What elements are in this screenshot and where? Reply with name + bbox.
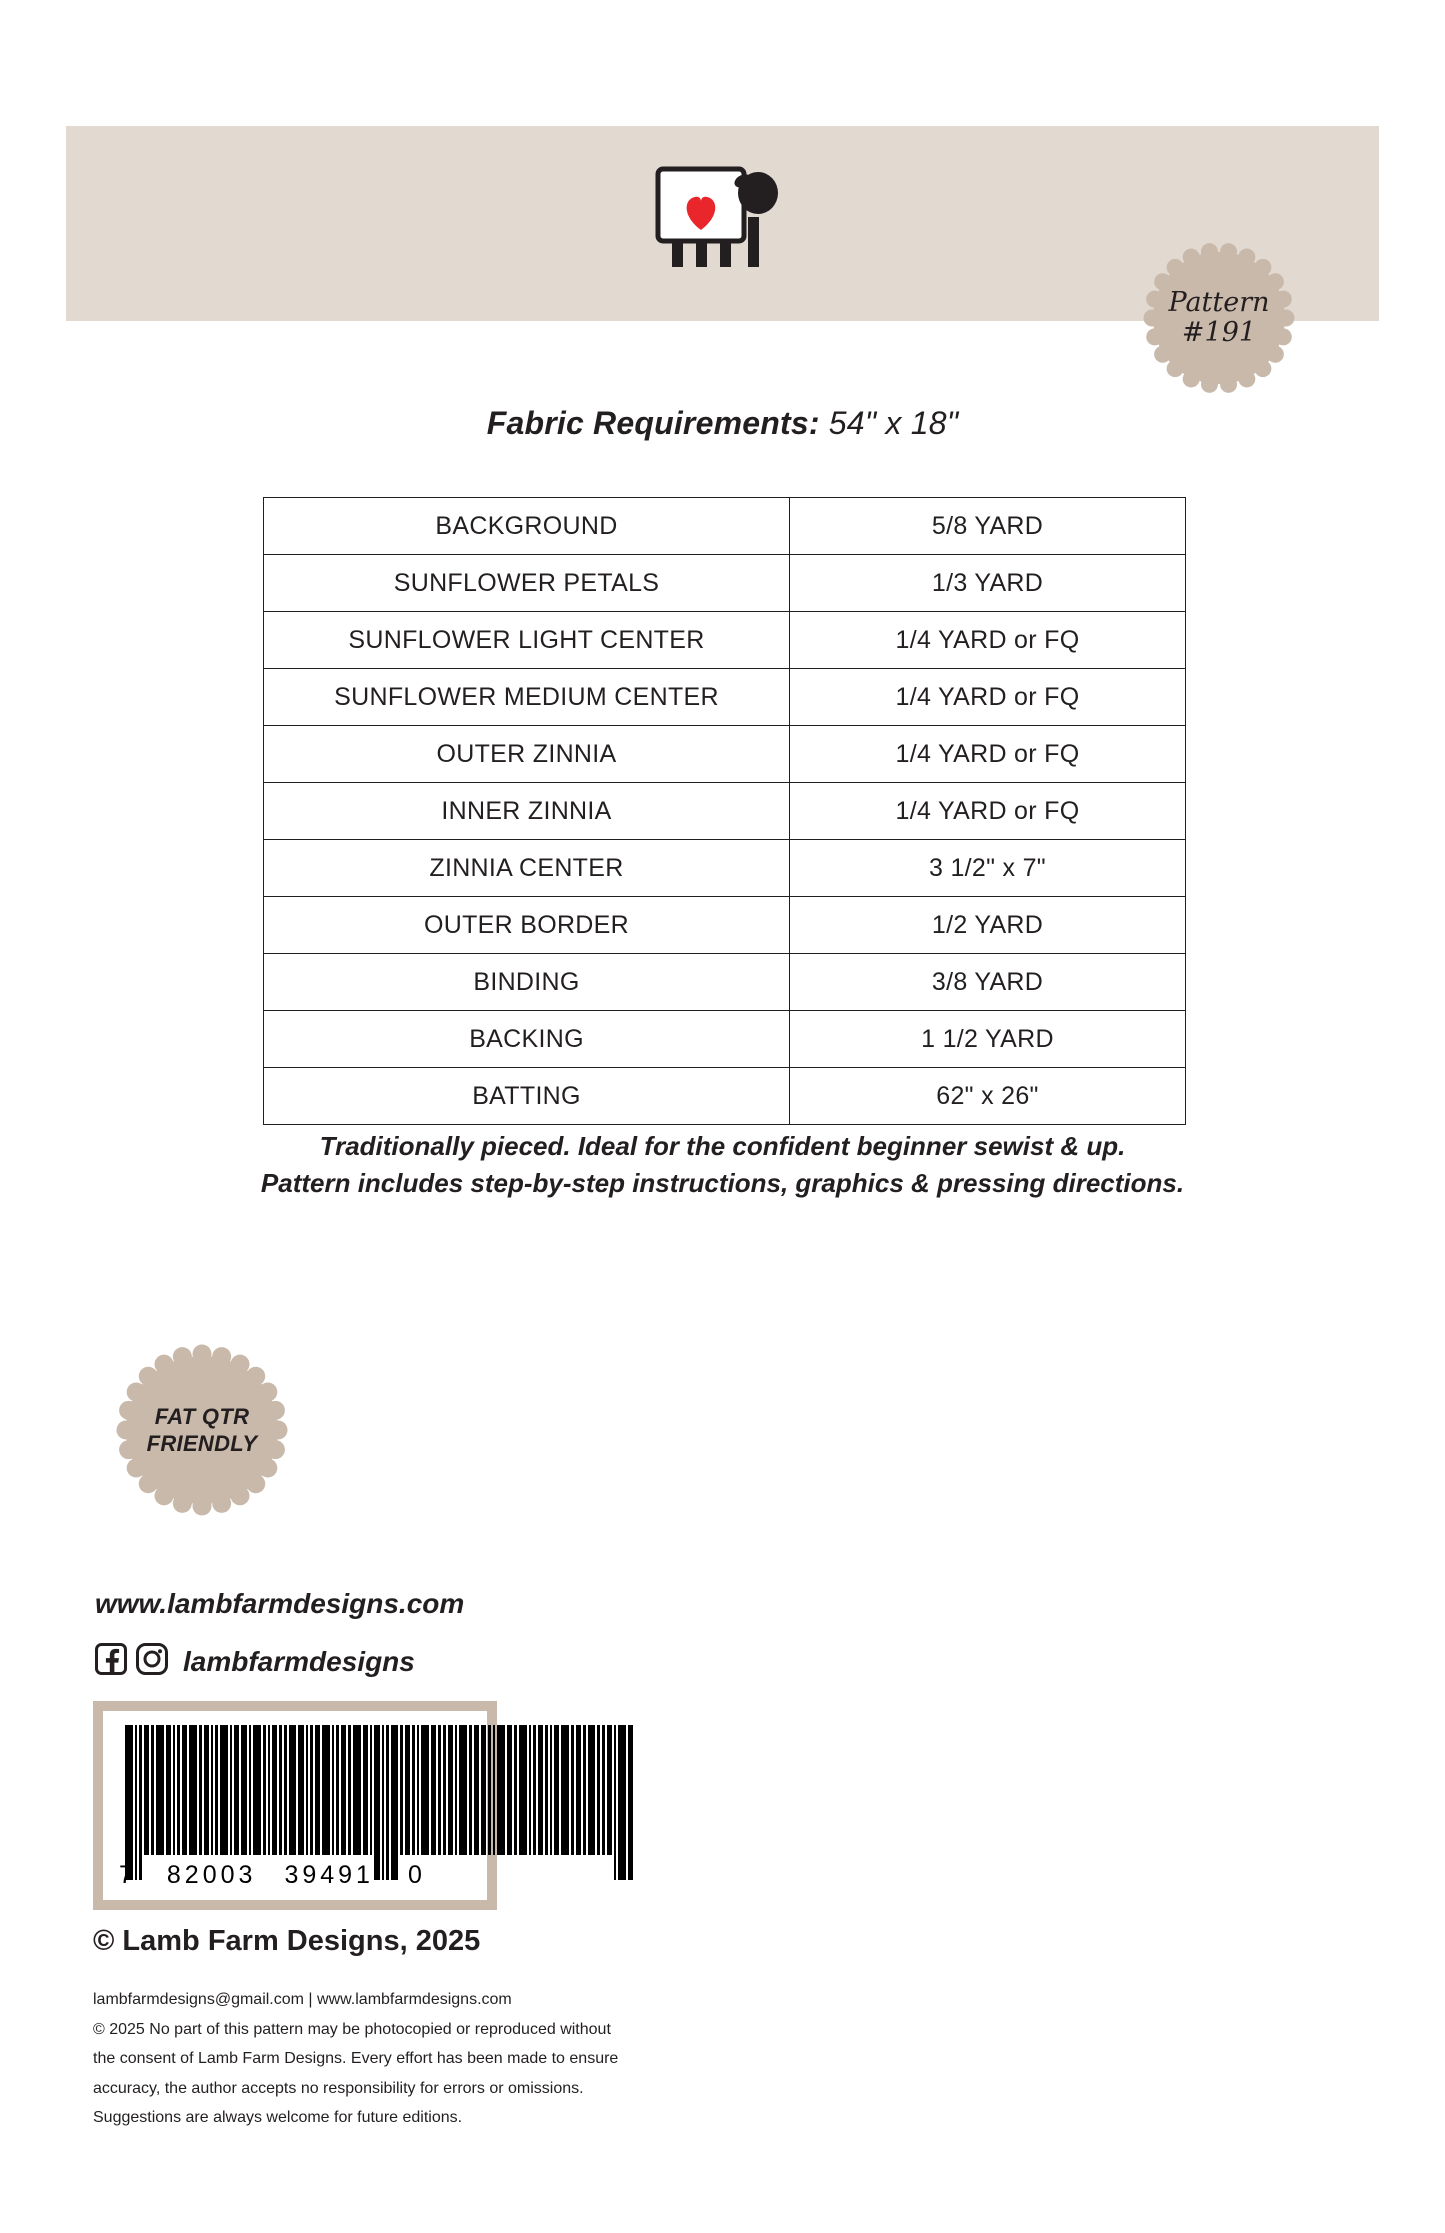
fabric-name-cell: INNER ZINNIA: [264, 783, 790, 840]
fabric-amount-cell: 3/8 YARD: [790, 954, 1186, 1011]
barcode-digits: [103, 1861, 487, 1890]
table-row: [264, 897, 1186, 954]
table-row: [264, 1068, 1186, 1125]
fabric-amount-cell: 1/4 YARD or FQ: [790, 726, 1186, 783]
fabric-requirements-table: [263, 497, 1186, 1125]
pattern-number-badge: [1139, 238, 1299, 398]
pattern-notes: [0, 1128, 1445, 1202]
fabric-amount-cell: 1/4 YARD or FQ: [790, 783, 1186, 840]
page-title: [0, 405, 1445, 442]
fabric-requirements-label: Fabric Requirements:: [486, 405, 820, 441]
fineprint-block: [93, 1985, 793, 2133]
fabric-amount-cell: 1/4 YARD or FQ: [790, 669, 1186, 726]
fabric-name-cell: BINDING: [264, 954, 790, 1011]
fabric-name-cell: BACKGROUND: [264, 498, 790, 555]
fabric-name-cell: BATTING: [264, 1068, 790, 1125]
table-row: [264, 726, 1186, 783]
table-row: [264, 555, 1186, 612]
fineprint-line: © 2025 No part of this pattern may be photocopied or reproduced without: [93, 2020, 611, 2038]
fabric-name-cell: SUNFLOWER PETALS: [264, 555, 790, 612]
pattern-badge-line1: Pattern: [1168, 287, 1270, 319]
fabric-name-cell: ZINNIA CENTER: [264, 840, 790, 897]
social-row: [95, 1643, 415, 1680]
fineprint-line: accuracy, the author accepts no responsibility for errors or omissions.: [93, 2079, 584, 2097]
barcode-digit-group-4: 0: [407, 1861, 422, 1889]
fabric-name-cell: SUNFLOWER LIGHT CENTER: [264, 612, 790, 669]
facebook-icon[interactable]: [95, 1643, 127, 1680]
table-row: [264, 840, 1186, 897]
website-link[interactable]: www.lambfarmdesigns.com: [95, 1588, 465, 1619]
fat-quarter-friendly-badge: [110, 1340, 294, 1520]
table-row: [264, 783, 1186, 840]
fabric-amount-cell: 5/8 YARD: [790, 498, 1186, 555]
fabric-amount-cell: 1 1/2 YARD: [790, 1011, 1186, 1068]
table-row: [264, 498, 1186, 555]
table-row: [264, 669, 1186, 726]
fabric-amount-cell: 1/2 YARD: [790, 897, 1186, 954]
pattern-badge-line2: #191: [1181, 317, 1257, 348]
fabric-amount-cell: 62" x 26": [790, 1068, 1186, 1125]
sheep-icon: [652, 163, 786, 273]
fq-badge-line2: FRIENDLY: [146, 1431, 258, 1456]
table-row: [264, 954, 1186, 1011]
notes-line-1: Traditionally pieced. Ideal for the confident beginner sewist & up.: [319, 1131, 1126, 1161]
barcode-bars: [125, 1725, 635, 1855]
fabric-name-cell: BACKING: [264, 1011, 790, 1068]
fabric-amount-cell: 1/4 YARD or FQ: [790, 612, 1186, 669]
barcode-digit-group-2: 82003: [166, 1861, 257, 1889]
fineprint-line: lambfarmdesigns@gmail.com | www.lambfarmdesigns.com: [93, 1991, 512, 2008]
fabric-amount-cell: 1/3 YARD: [790, 555, 1186, 612]
fabric-amount-cell: 3 1/2" x 7": [790, 840, 1186, 897]
fineprint-line: the consent of Lamb Farm Designs. Every effort has been made to ensure: [93, 2050, 619, 2068]
copyright-line: © Lamb Farm Designs, 2025: [93, 1925, 481, 1957]
fabric-requirements-dimensions: 54" x 18": [828, 405, 959, 441]
barcode: [93, 1701, 497, 1910]
barcode-digit-group-1: 7: [119, 1861, 133, 1889]
table-row: [264, 612, 1186, 669]
fabric-name-cell: OUTER BORDER: [264, 897, 790, 954]
barcode-digit-group-3: 39491: [284, 1861, 374, 1889]
fabric-name-cell: OUTER ZINNIA: [264, 726, 790, 783]
fabric-name-cell: SUNFLOWER MEDIUM CENTER: [264, 669, 790, 726]
notes-line-2: Pattern includes step-by-step instructions, graphics & pressing directions.: [260, 1167, 1185, 1198]
social-handle: lambfarmdesigns: [183, 1645, 415, 1677]
fineprint-line: Suggestions are always welcome for future editions.: [93, 2109, 463, 2127]
table-row: [264, 1011, 1186, 1068]
fq-badge-line1: FAT QTR: [154, 1403, 250, 1429]
instagram-icon[interactable]: [136, 1643, 168, 1680]
